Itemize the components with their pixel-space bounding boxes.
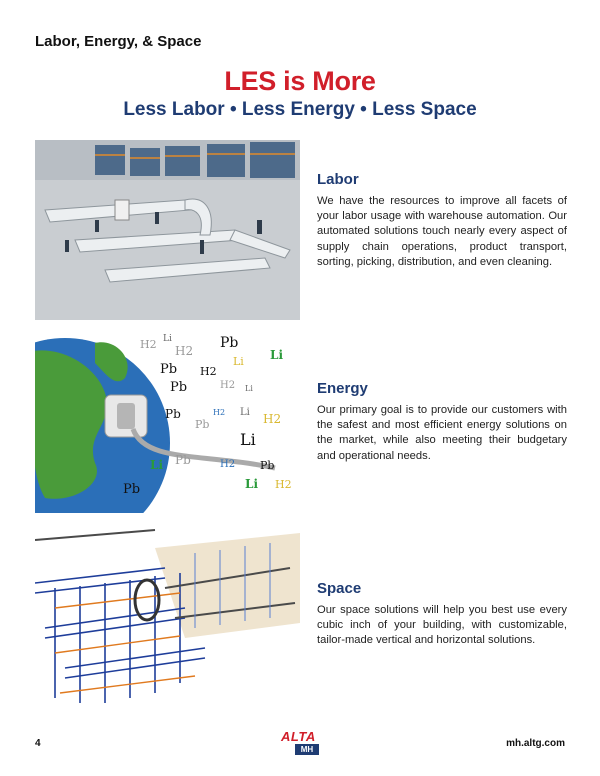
labor-heading: Labor	[317, 171, 359, 188]
chem-symbol: H2	[140, 338, 157, 351]
chem-symbol: Pb	[160, 362, 178, 377]
chem-symbol: H2	[213, 408, 226, 417]
chem-symbol: H2	[220, 459, 236, 470]
page-subtitle: Less Labor • Less Energy • Less Space	[123, 99, 477, 120]
chem-symbol: Pb	[170, 380, 188, 395]
chem-symbol: Pb	[260, 459, 275, 472]
chem-symbol: Li	[240, 407, 250, 418]
logo-top-text: ALTA	[281, 729, 316, 744]
page-title: LES is More	[224, 66, 376, 96]
space-body: Our space solutions will help you best use every cubic inch of your building, with customizable, tailor-made vertical and horizontal solutions.	[317, 604, 567, 647]
chem-symbol: H2	[275, 478, 292, 491]
page-number: 4	[35, 738, 41, 749]
chem-symbol: Pb	[220, 335, 239, 351]
chem-symbol: H2	[263, 412, 282, 426]
labor-warehouse-image	[35, 140, 300, 320]
chem-symbol: Li	[240, 430, 256, 449]
chem-symbol: Pb	[175, 453, 191, 467]
chem-symbol: Pb	[165, 407, 181, 421]
chem-symbol: Pb	[123, 482, 141, 497]
space-heading: Space	[317, 580, 362, 597]
chem-symbol: Li	[245, 384, 253, 393]
alta-mh-logo	[281, 730, 323, 760]
page-header: Labor, Energy, & Space	[35, 33, 202, 50]
energy-heading: Energy	[317, 380, 368, 397]
space-section	[317, 580, 567, 649]
labor-body: We have the resources to improve all facets of your labor usage with warehouse automation. Our automated solutions touch nearly every aspect of supply chain operations, product transport, sorting, picking, distribution, and even cleaning.	[317, 195, 567, 268]
chem-symbol: Li	[233, 355, 244, 368]
chem-symbol: Li	[163, 334, 172, 344]
chem-symbol: Li	[150, 458, 163, 472]
energy-globe-image	[35, 333, 300, 513]
energy-section	[317, 380, 567, 464]
logo-bottom-text: MH	[295, 744, 319, 755]
chem-symbol: H2	[175, 344, 194, 358]
energy-body: Our primary goal is to provide our customers with the safest and most efficient energy solutions on the market, while also meeting their budgetary and operational needs.	[317, 404, 567, 462]
space-racking-image	[35, 528, 300, 708]
chem-symbol: H2	[200, 365, 217, 378]
labor-section	[317, 171, 567, 270]
chem-symbol: Li	[270, 348, 283, 362]
chem-symbol: Li	[245, 477, 258, 491]
chem-symbol: Pb	[195, 418, 210, 431]
footer-url[interactable]: mh.altg.com	[506, 738, 565, 749]
chem-symbol: H2	[220, 380, 236, 391]
